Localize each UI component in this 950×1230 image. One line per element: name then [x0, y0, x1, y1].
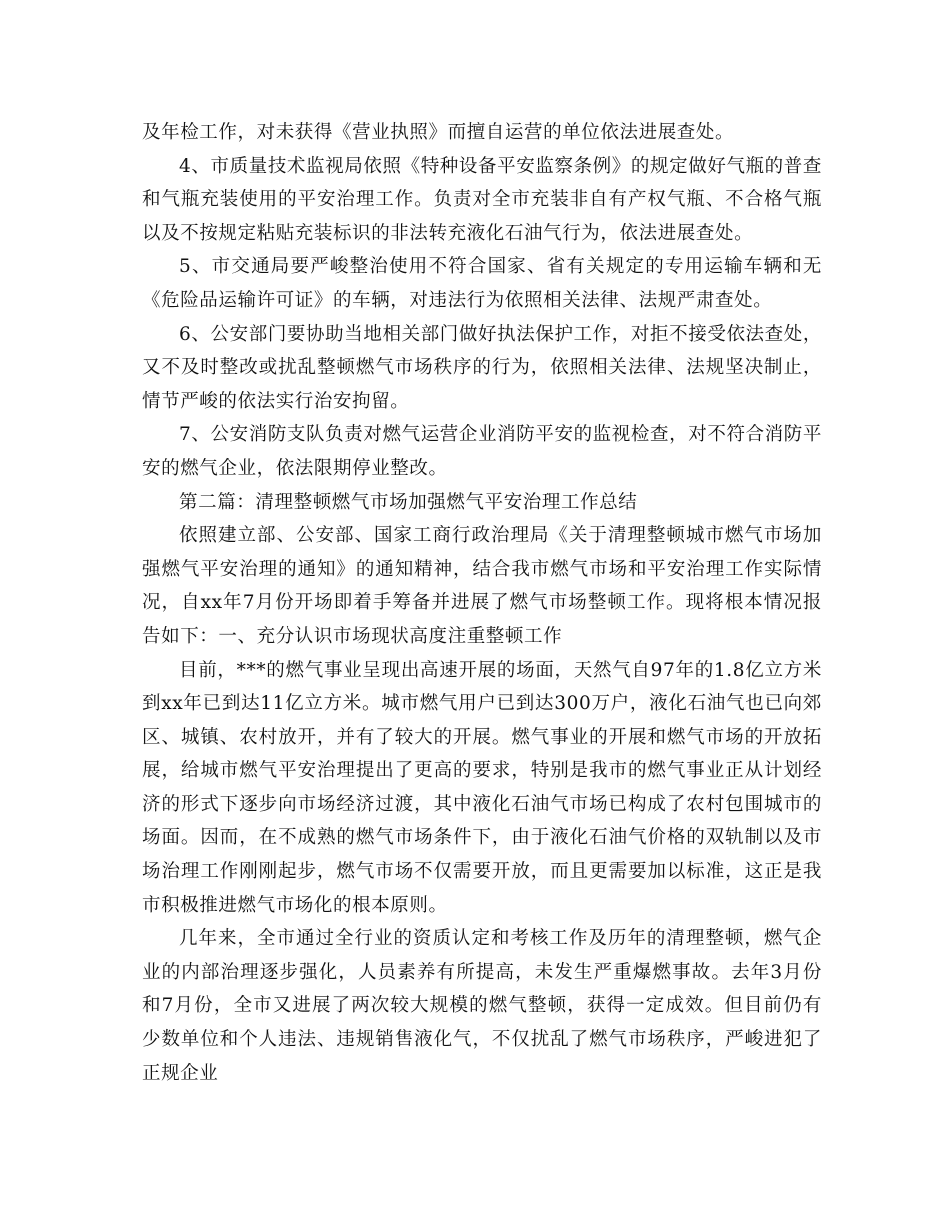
paragraph: 5、市交通局要严峻整治使用不符合国家、省有关规定的专用运输车辆和无《危险品运输许可证》的车辆，对违法行为依照相关法律、法规严肃查处。: [142, 256, 822, 311]
paragraph: 及年检工作，对未获得《营业执照》而擅自运营的单位依法进展查处。: [142, 122, 735, 143]
paragraph: 依照建立部、公安部、国家工商行政治理局《关于清理整顿城市燃气市场加强燃气平安治理的通知》的通知精神，结合我市燃气市场和平安治理工作实际情况，自xx年7月份开场即着手筹备并进展了燃气市场整顿工作。现将根本情况报告如下：一、充分认识市场现状高度注重整顿工作: [142, 525, 822, 647]
section-heading: 第二篇：清理整顿燃气市场加强燃气平安治理工作总结: [179, 491, 638, 513]
paragraph: 目前，***的燃气事业呈现出高速开展的场面，天然气自97年的1.8亿立方米到xx年已到达11亿立方米。城市燃气用户已到达300万户，液化石油气也已向郊区、城镇、农村放开，并有了较大的开展。燃气事业的开展和燃气市场的开放拓展，给城市燃气平安治理提出了更高的要求，特别是我市的燃气事业正从计划经济的形式下逐步向市场经济过渡，其中液化石油气市场已构成了农村包围城市的场面。因而，在不成熟的燃气市场条件下，由于液化石油气价格的双轨制以及市场治理工作刚刚起步，燃气市场不仅需要开放，而且更需要加以标准，这正是我市积极推进燃气市场化的根本原则。: [142, 659, 822, 916]
paragraph: 7、公安消防支队负责对燃气运营企业消防平安的监视检查，对不符合消防平安的燃气企业，依法限期停业整改。: [142, 424, 822, 479]
paragraph: 几年来，全市通过全行业的资质认定和考核工作及历年的清理整顿，燃气企业的内部治理逐步强化，人员素养有所提高，未发生严重爆燃事故。去年3月份和7月份，全市又进展了两次较大规模的燃气整顿，获得一定成效。但目前仍有少数单位和个人违法、违规销售液化气，不仅扰乱了燃气市场秩序，严峻进犯了正规企业: [142, 928, 822, 1084]
paragraph: 6、公安部门要协助当地相关部门做好执法保护工作，对拒不接受依法查处，又不及时整改或扰乱整顿燃气市场秩序的行为，依照相关法律、法规坚决制止，情节严峻的依法实行治安拘留。: [142, 323, 822, 412]
document-body: [142, 116, 822, 1090]
paragraph: 4、市质量技术监视局依照《特种设备平安监察条例》的规定做好气瓶的普查和气瓶充装使用的平安治理工作。负责对全市充装非自有产权气瓶、不合格气瓶以及不按规定粘贴充装标识的非法转充液化石油气行为，依法进展查处。: [142, 155, 822, 244]
